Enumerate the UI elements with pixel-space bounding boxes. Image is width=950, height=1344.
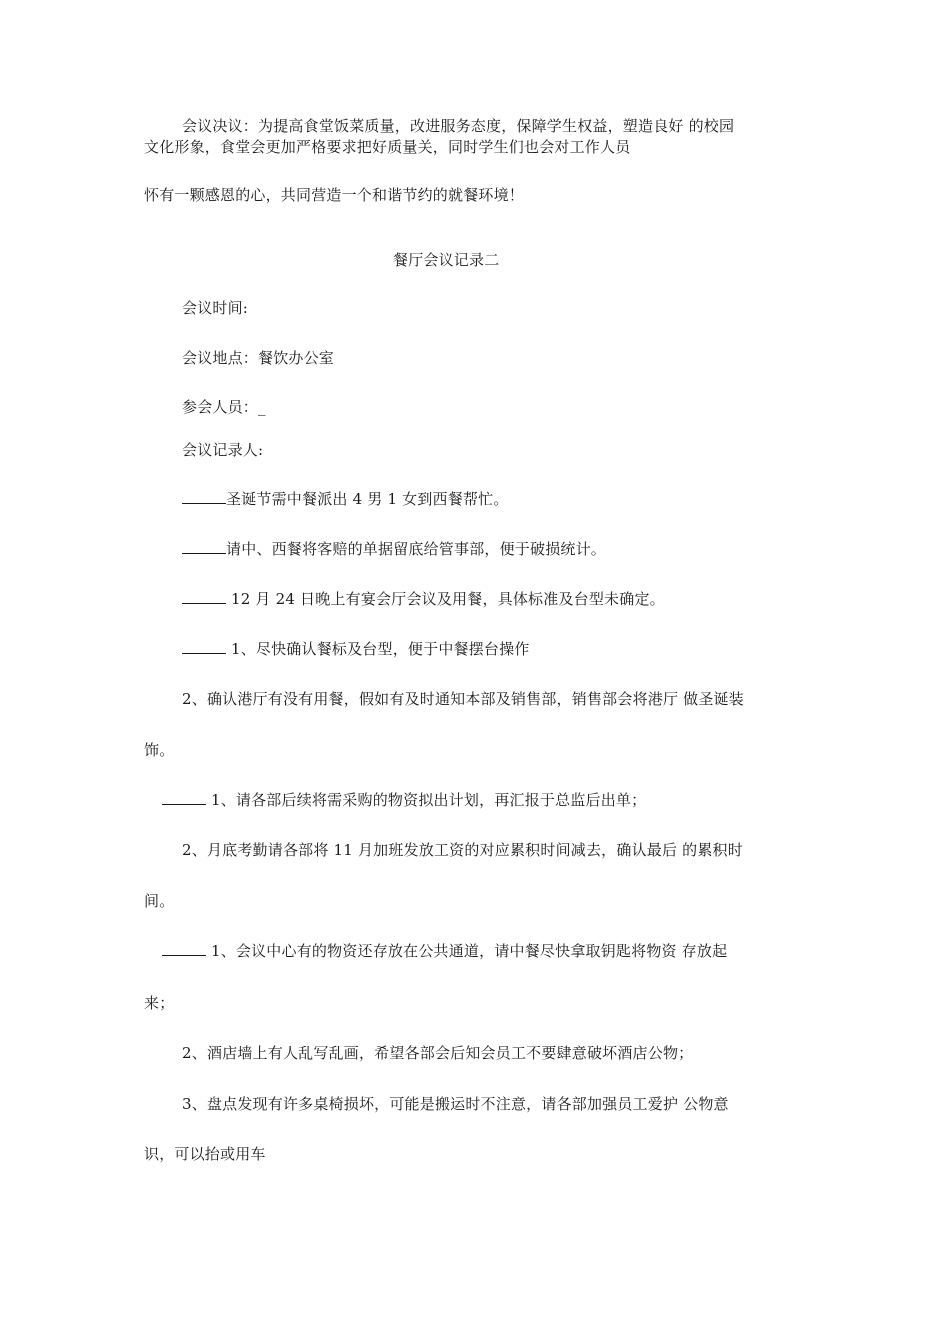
meeting-time: 会议时间: [182,299,249,317]
attendance-line-1: 2、月底考勤请各部将 11 月加班发放工资的对应累积时间减去，确认最后 的累积时 [182,841,743,859]
resolution-line-3: 怀有一颗感恩的心，共同营造一个和谐节约的就餐环境！ [144,186,525,204]
agenda-item: 请中、西餐将客赔的单据留底给管事部，便于破损统计。 [182,539,606,559]
purchase-line: 1、请各部后续将需采购的物资拟出计划，再汇报于总监后出单； [162,790,646,810]
resolution-line-1: 会议决议：为提高食堂饭菜质量，改进服务态度，保障学生权益，塑造良好 的校园 [182,117,735,135]
storage-line-1: 1、会议中心有的物资还存放在公共通道，请中餐尽快拿取钥匙将物资 存放起 [162,941,727,961]
attendees: 参会人员：_ [182,398,266,416]
recorder: 会议记录人: [182,441,264,459]
damage-line-1: 3、盘点发现有许多桌椅损坏，可能是搬运时不注意，请各部加强员工爱护 公物意 [182,1095,729,1113]
fill-in-blank [182,589,226,604]
item-2-line-2: 饰。 [144,741,175,759]
fill-in-blank [182,639,226,654]
agenda-item: 圣诞节需中餐派出 4 男 1 女到西餐帮忙。 [182,489,509,509]
meeting-place: 会议地点：餐饮办公室 [182,349,335,367]
fill-in-blank [162,790,206,805]
item-2-line-1: 2、确认港厅有没有用餐，假如有及时通知本部及销售部，销售部会将港厅 做圣诞装 [182,690,744,708]
agenda-item: 12 月 24 日晚上有宴会厅会议及用餐，具体标准及台型未确定。 [182,589,665,609]
page-title: 餐厅会议记录二 [393,251,500,269]
resolution-line-2: 文化形象，食堂会更加严格要求把好质量关，同时学生们也会对工作人员 [144,138,631,156]
fill-in-blank [162,941,206,956]
agenda-item: 1、尽快确认餐标及台型，便于中餐摆台操作 [182,639,530,659]
storage-line-2: 来； [144,994,175,1012]
fill-in-blank [182,539,226,554]
attendance-line-2: 间。 [144,892,175,910]
graffiti-line: 2、酒店墙上有人乱写乱画，希望各部会后知会员工不要肆意破坏酒店公物； [182,1044,694,1062]
fill-in-blank [182,489,226,504]
damage-line-2: 识，可以抬或用车 [144,1145,266,1163]
